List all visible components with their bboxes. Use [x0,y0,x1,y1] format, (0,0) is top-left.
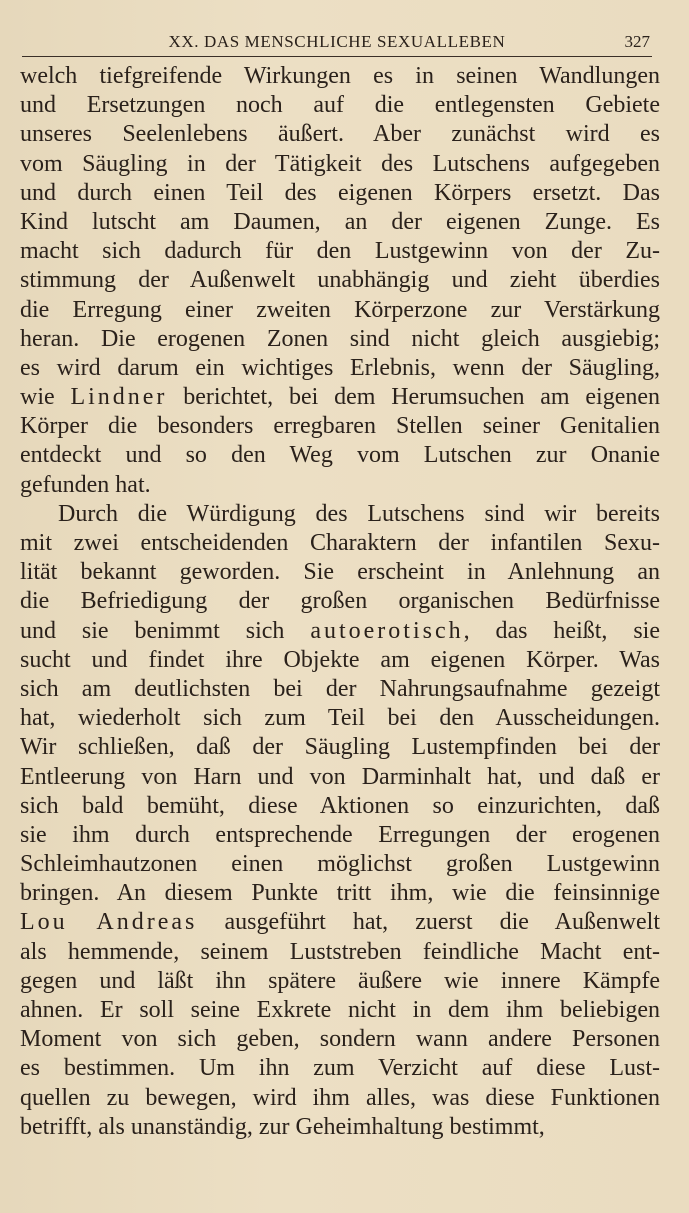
text-line: sie ihm durch entsprechende Erregungen der erogenen [20,821,660,848]
text-line: und durch einen Teil des eigenen Körpers ersetzt. Das [20,179,660,206]
text-line: heran. Die erogenen Zonen sind nicht gleich ausgiebig; [20,325,660,352]
text-line: betrifft, als unanständig, zur Geheimhaltung bestimmt, [20,1113,545,1140]
text-line: die Erregung einer zweiten Körperzone zur Verstärkung [20,296,660,323]
text-line: lität bekannt geworden. Sie erscheint in Anlehnung an [20,559,660,586]
text-line [20,383,660,412]
text-line: stimmung der Außenwelt unabhängig und zieht überdies [20,267,660,294]
text-line: vom Säugling in der Tätigkeit des Lutschens aufgegeben [20,150,660,177]
text-line: quellen zu bewegen, wird ihm alles, was diese Funktionen [20,1084,660,1111]
text-line: sich am deutlichsten bei der Nahrungsaufnahme gezeigt [20,675,660,702]
emphasized-name: Lindner [70,384,168,411]
text-line: mit zwei entscheidenden Charaktern der infantilen Sexu- [20,530,660,556]
text-line: es bestimmen. Um ihn zum Verzicht auf diese Lust- [20,1055,660,1082]
text-line: macht sich dadurch für den Lustgewinn von der Zu- [20,238,660,265]
text-line: Körper die besonders erregbaren Stellen seiner Genitalien [20,413,660,440]
text-segment: wie [20,384,71,411]
text-line: und Ersetzungen noch auf die entlegensten Gebiete [20,92,660,119]
text-line: Entleerung von Harn und von Darminhalt hat, und daß er [20,763,660,790]
text-segment: berichtet, bei dem Herumsuchen am eigenen [167,384,661,411]
text-line: Schleimhautzonen einen möglichst großen Lustgewinn [20,851,660,878]
text-line: sich bald bemüht, diese Aktionen so einzurichten, daß [20,792,660,819]
text-line: entdeckt und so den Weg vom Lutschen zur Onanie [20,442,660,469]
text-line: gegen und läßt ihn spätere äußere wie innere Kämpfe [20,967,660,994]
text-line: sucht und findet ihre Objekte am eigenen Körper. Was [20,646,660,673]
text-line: welch tiefgreifende Wirkungen es in seinen Wandlungen [20,63,660,89]
text-line: ahnen. Er soll seine Exkrete nicht in dem ihm beliebigen [20,997,660,1023]
chapter-title: XX. DAS MENSCHLICHE SEXUALLEBEN [168,32,506,51]
text-line [20,617,660,646]
running-header [22,30,652,57]
text-line: es wird darum ein wichtiges Erlebnis, wenn der Säugling, [20,354,660,381]
page-number: 327 [624,32,650,51]
text-segment: ausgeführt hat, zuerst die Außenwelt [197,909,660,936]
body-text [20,62,660,1142]
text-segment: und sie benimmt sich [20,617,311,644]
text-segment: , das heißt, sie [463,617,660,644]
text-line: bringen. An diesem Punkte tritt ihm, wie die feinsinnige [20,880,660,907]
text-line [20,908,660,937]
emphasized-name: autoerotisch [310,617,464,644]
text-line: die Befriedigung der großen organischen Bedürfnisse [20,588,660,615]
text-line: Moment von sich geben, sondern wann andere Personen [20,1026,660,1053]
text-line: Wir schließen, daß der Säugling Lustempfinden bei der [20,734,660,761]
text-line: Kind lutscht am Daumen, an der eigenen Zunge. Es [20,208,660,235]
text-line: hat, wiederholt sich zum Teil bei den Ausscheidungen. [20,705,660,732]
text-line: gefunden hat. [20,471,151,498]
text-line: Durch die Würdigung des Lutschens sind wir bereits [58,500,660,527]
emphasized-name: Lou Andreas [20,909,198,936]
text-line: als hemmende, seinem Luststreben feindliche Macht ent- [20,938,660,965]
text-line: unseres Seelenlebens äußert. Aber zunächst wird es [20,121,660,148]
